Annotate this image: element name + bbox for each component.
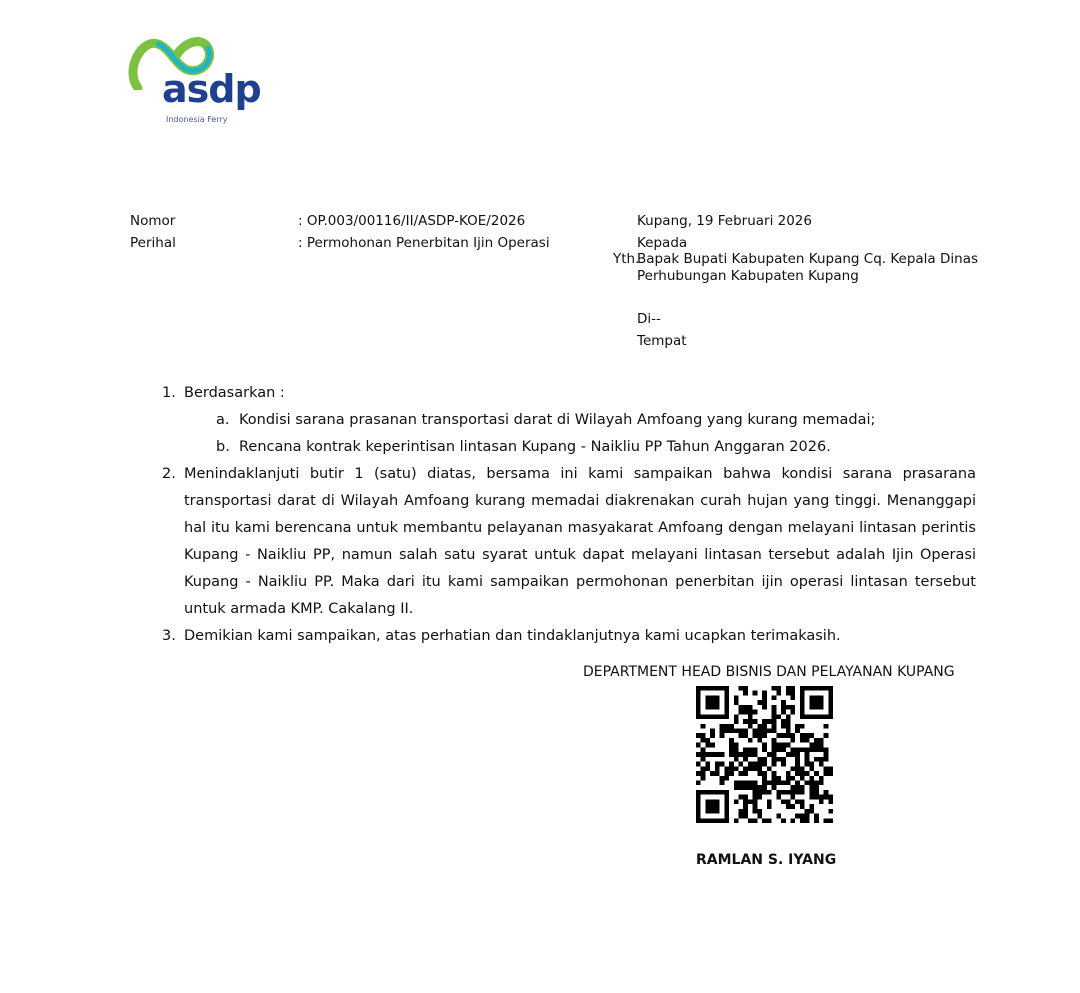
- sub-item-label: b.: [216, 439, 230, 455]
- signatory-title: DEPARTMENT HEAD BISNIS DAN PELAYANAN KUPANG: [583, 664, 955, 680]
- logo-wordmark: asdp: [162, 67, 261, 111]
- perihal-value: : Permohonan Penerbitan Ijin Operasi: [298, 235, 550, 251]
- sub-item-b: [216, 434, 976, 461]
- qr-code-icon: [696, 686, 833, 823]
- recipient-line-2: Perhubungan Kabupaten Kupang: [637, 268, 859, 284]
- kepada-label: Kepada: [637, 235, 688, 251]
- recipient-line-1: Bapak Bupati Kabupaten Kupang Cq. Kepala Dinas: [637, 251, 979, 267]
- asdp-logo: [128, 30, 278, 130]
- di-label: Di--: [637, 311, 661, 327]
- item-number: 1.: [162, 385, 176, 401]
- item-text: Menindaklanjuti butir 1 (satu) diatas, bersama ini kami sampaikan bahwa kondisi sarana prasarana transportasi darat di Wilayah Amfoang kurang memadai diakrenakan curah hujan yang tinggi. Menanggapi hal itu kami berencana untuk membantu pelayanan masyakarat Amfoang dengan melayani lintasan perintis Kupang - Naikliu PP, namun salah satu syarat untuk dapat melayani lintasan tersebut adalah Ijin Operasi Kupang - Naikliu PP. Maka dari itu kami sampaikan permohonan penerbitan ijin operasi lintasan tersebut untuk armada KMP. Cakalang II.: [184, 466, 976, 617]
- nomor-value: : OP.003/00116/II/ASDP-KOE/2026: [298, 213, 526, 229]
- item-number: 2.: [162, 466, 176, 482]
- item-number: 3.: [162, 628, 176, 644]
- perihal-label: Perihal: [130, 235, 176, 251]
- list-item-2: [162, 461, 976, 623]
- sub-item-label: a.: [216, 412, 230, 428]
- tempat-label: Tempat: [637, 333, 687, 349]
- item-text: Berdasarkan :: [184, 385, 285, 401]
- yth-label: Yth.: [613, 251, 640, 267]
- sub-item-text: Rencana kontrak keperintisan lintasan Kupang - Naikliu PP Tahun Anggaran 2026.: [239, 439, 831, 455]
- sub-item-a: [216, 407, 976, 434]
- list-item-1: [162, 380, 976, 407]
- sub-item-text: Kondisi sarana prasanan transportasi darat di Wilayah Amfoang yang kurang memadai;: [239, 412, 876, 428]
- list-item-3: [162, 623, 976, 650]
- letter-body: [162, 380, 976, 650]
- item-text: Demikian kami sampaikan, atas perhatian dan tindaklanjutnya kami ucapkan terimakasih.: [184, 628, 841, 644]
- logo-subtext: Indonesia Ferry: [166, 115, 228, 124]
- nomor-label: Nomor: [130, 213, 176, 229]
- place-date: Kupang, 19 Februari 2026: [637, 213, 812, 229]
- signatory-name: RAMLAN S. IYANG: [696, 852, 837, 868]
